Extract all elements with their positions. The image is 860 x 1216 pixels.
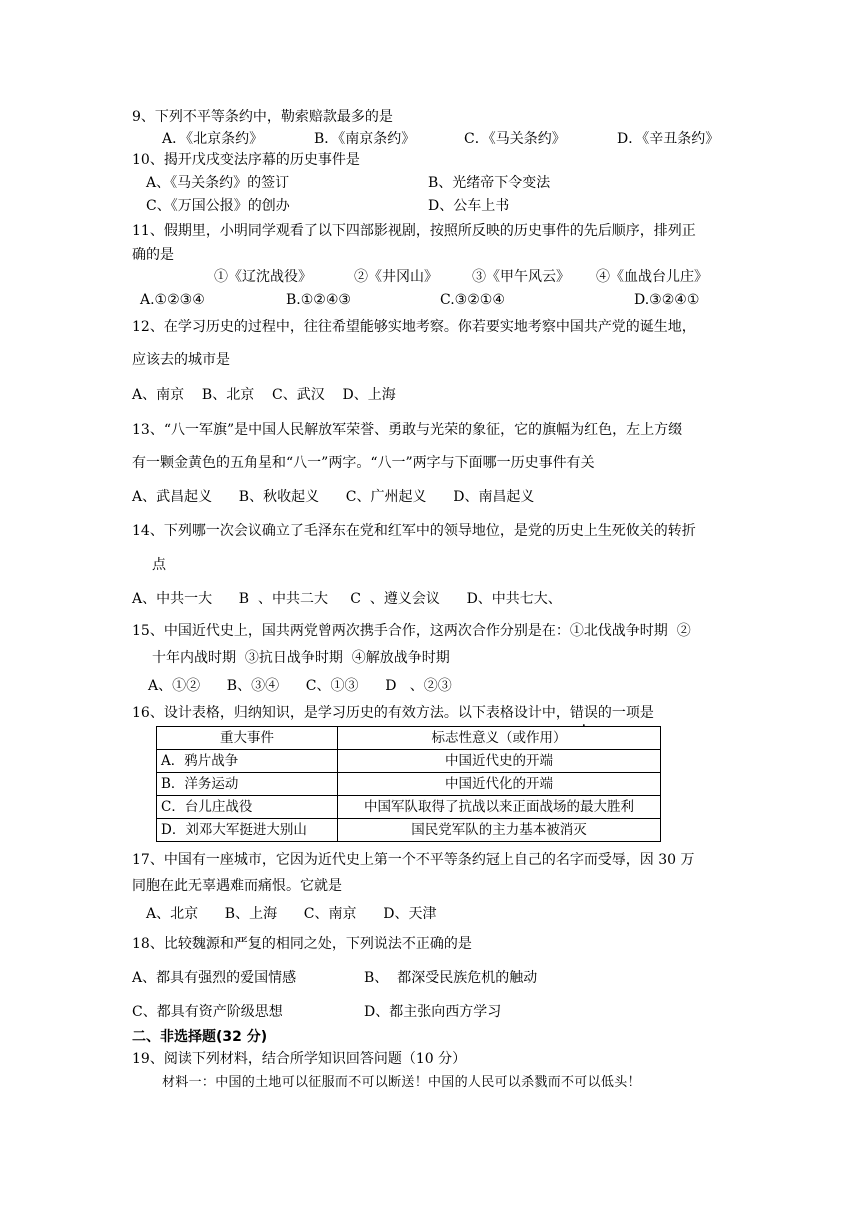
q18-option-b: B、 都深受民族危机的触动 — [364, 970, 538, 986]
q10-option-b: B、光绪帝下令变法 — [428, 175, 551, 191]
table-row — [157, 796, 661, 819]
table-cell-event: A．鸦片战争 — [157, 750, 338, 773]
q11-film-2: ②《井冈山》 — [354, 269, 438, 285]
q11-option-a: A.①②③④ — [140, 292, 205, 308]
table-cell-event: C．台儿庄战役 — [157, 796, 338, 819]
q15-options: A、①② B、③④ C、①③ D 、②③ — [148, 678, 452, 694]
q10-stem: 10、揭开戊戌变法序幕的历史事件是 — [132, 152, 360, 168]
q15-stem-line1: 15、中国近代史上，国共两党曾两次携手合作，这两次合作分别是在：①北伐战争时期 ② — [132, 623, 691, 639]
table-row — [157, 773, 661, 796]
q18-option-d: D、都主张向西方学习 — [364, 1004, 502, 1020]
q11-stem-line1: 11、假期里，小明同学观看了以下四部影视剧，按照所反映的历史事件的先后顺序，排列正 — [132, 223, 696, 239]
q12-stem-line1: 12、在学习历史的过程中，往往希望能够实地考察。你若要实地考察中国共产党的诞生地， — [132, 319, 696, 335]
q9-option-a: A．《北京条约》 — [162, 131, 264, 147]
q9-stem: 9、下列不平等条约中，勒索赔款最多的是 — [132, 109, 393, 125]
q11-stem-line2: 确的是 — [132, 247, 174, 263]
q14-stem-line2: 点 — [152, 557, 166, 573]
table-cell-significance: 中国军队取得了抗战以来正面战场的最大胜利 — [338, 796, 661, 819]
q16-stem-suffix: 的一项是 — [597, 705, 654, 721]
q19-stem: 19、阅读下列材料，结合所学知识回答问题（10 分） — [132, 1051, 467, 1067]
q9-option-b: B．《南京条约》 — [314, 131, 416, 147]
table-header-row — [157, 727, 661, 750]
table-cell-event: B．洋务运动 — [157, 773, 338, 796]
table-header-significance: 标志性意义（或作用） — [338, 727, 661, 750]
q12-options: A、南京 B、北京 C、武汉 D、上海 — [132, 387, 396, 403]
q18-option-a: A、都具有强烈的爱国情感 — [132, 970, 297, 986]
q17-stem-line2: 同胞在此无辜遇难而痛恨。它就是 — [132, 878, 342, 894]
q17-options: A、北京 B、上海 C、南京 D、天津 — [146, 906, 437, 922]
q16-stem-prefix: 16、设计表格，归纳知识，是学习历史的有效方法。以下表格设计中， — [132, 705, 570, 721]
section-title: 二、非选择题(32 分) — [132, 1029, 268, 1045]
q15-stem-line2: 十年内战时期 ③抗日战争时期 ④解放战争时期 — [152, 650, 450, 666]
q16-table — [156, 726, 661, 842]
table-cell-significance: 国民党军队的主力基本被消灭 — [338, 819, 661, 842]
q11-film-1: ①《辽沈战役》 — [214, 269, 312, 285]
q11-option-c: C.③②①④ — [440, 292, 505, 308]
q13-options: A、武昌起义 B、秋收起义 C、广州起义 D、南昌起义 — [132, 489, 535, 505]
q17-stem-line1: 17、中国有一座城市，它因为近代史上第一个不平等条约冠上自己的名字而受辱，因 30 万 — [132, 852, 695, 868]
q9-option-d: D．《辛丑条约》 — [617, 131, 720, 147]
q14-stem-line1: 14、下列哪一次会议确立了毛泽东在党和红军中的领导地位，是党的历史上生死攸关的转折 — [132, 523, 696, 539]
q16-stem — [132, 704, 654, 722]
table-row — [157, 819, 661, 842]
table-cell-event: D．刘邓大军挺进大别山 — [157, 819, 338, 842]
table-row — [157, 750, 661, 773]
q16-stem-emphasis: 错误 — [569, 705, 598, 721]
q9-option-c: C．《马关条约》 — [464, 131, 566, 147]
q11-option-d: D.③②④① — [634, 292, 700, 308]
q13-stem-line1: 13、“八一军旗”是中国人民解放军荣誉、勇敢与光荣的象征，它的旗幅为红色，左上方缀 — [132, 422, 683, 438]
q19-material-1: 材料一：中国的土地可以征服而不可以断送！中国的人民可以杀戮而不可以低头！ — [162, 1075, 641, 1090]
q10-option-a: A、《马关条约》的签订 — [146, 175, 290, 191]
table-cell-significance: 中国近代化的开端 — [338, 773, 661, 796]
table-header-event: 重大事件 — [157, 727, 338, 750]
q18-stem: 18、比较魏源和严复的相同之处，下列说法不正确的是 — [132, 936, 472, 952]
q10-option-c: C、《万国公报》的创办 — [146, 198, 290, 214]
q18-option-c: C、都具有资产阶级思想 — [132, 1004, 283, 1020]
q13-stem-line2: 有一颗金黄色的五角星和“八一”两字。“八一”两字与下面哪一历史事件有关 — [132, 455, 595, 471]
q11-film-4: ④《血战台儿庄》 — [596, 269, 708, 285]
q14-options: A、中共一大 B 、中共二大 C 、遵义会议 D、中共七大、 — [132, 591, 562, 607]
q11-option-b: B.①②④③ — [286, 292, 351, 308]
q11-film-3: ③《甲午风云》 — [472, 269, 570, 285]
table-cell-significance: 中国近代史的开端 — [338, 750, 661, 773]
q12-stem-line2: 应该去的城市是 — [132, 352, 230, 368]
q10-option-d: D、公车上书 — [428, 198, 510, 214]
